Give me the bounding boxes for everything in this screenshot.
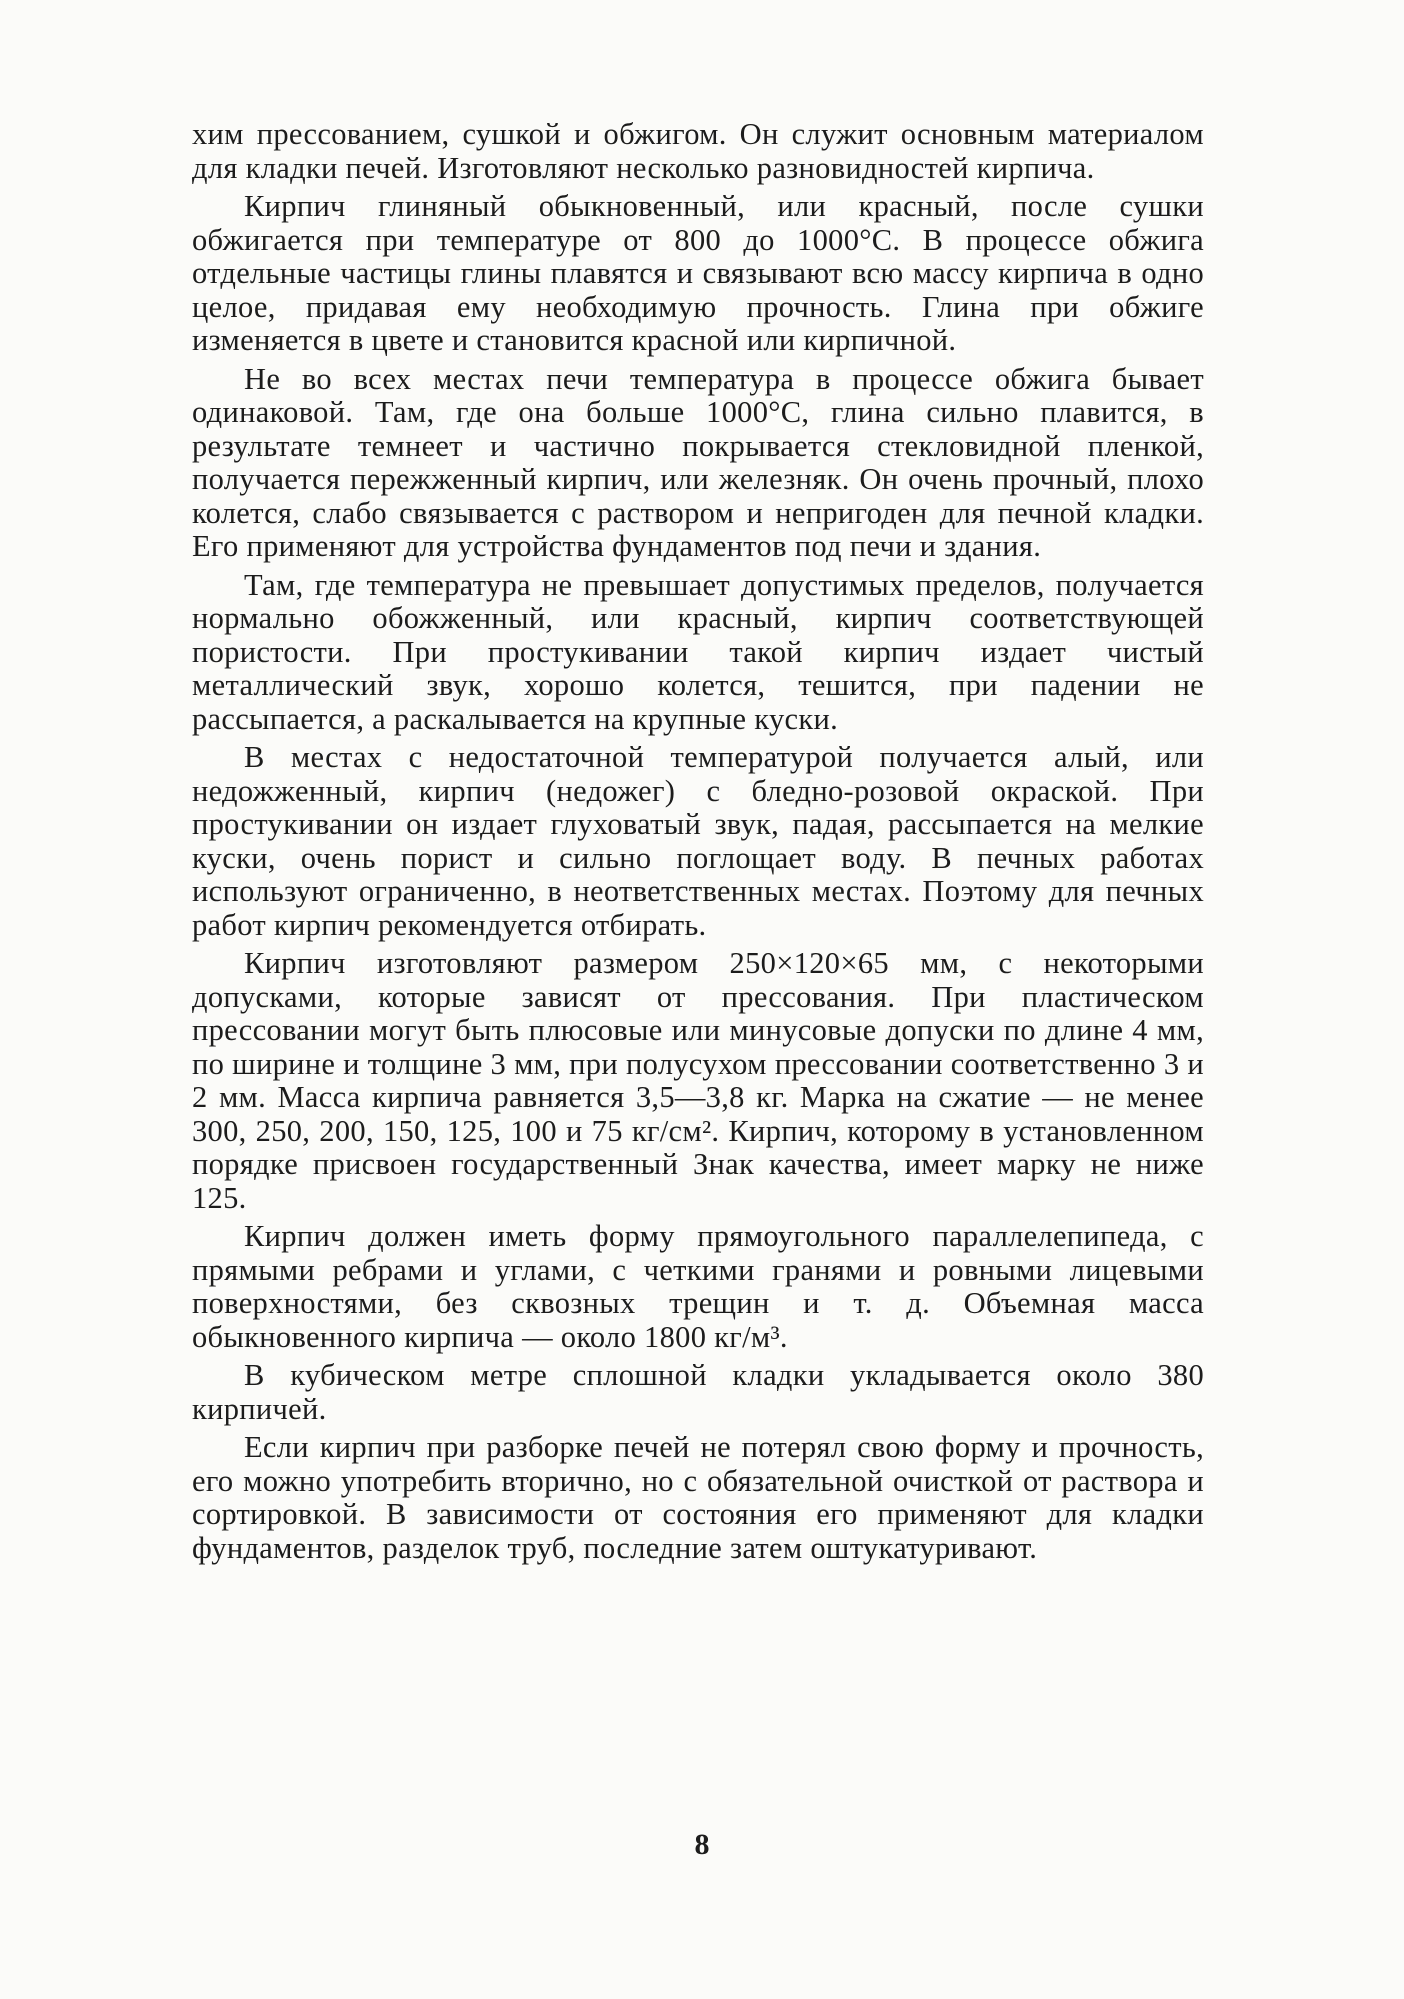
paragraph-normal-brick: Там, где температура не превышает допустимых пределов, получается нормально обожженный, или красный, кирпич соответствующей пористости. При простукивании такой кирпич издает чистый металлический звук, хорошо колется, тешится, при падении не рассыпается, а раскалывается на крупные куски.	[192, 567, 1204, 736]
paragraph-brick-shape: Кирпич должен иметь форму прямоугольного параллелепипеда, с прямыми ребрами и углами, с четкими гранями и ровными лицевыми поверхностями, без сквозных трещин и т. д. Объемная масса обыкновенного кирпича — около 1800 кг/м³.	[192, 1219, 1204, 1354]
paragraph-overburnt-brick: Не во всех местах печи температура в процессе обжига бывает одинаковой. Там, где она больше 1000°С, глина сильно плавится, в результате темнеет и частично покрывается стекловидной пленкой, получается пережженный кирпич, или железняк. Он очень прочный, плохо колется, слабо связывается с раствором и непригоден для печной кладки. Его применяют для устройства фундаментов под печи и здания.	[192, 361, 1204, 563]
paragraph-continued: хим прессованием, сушкой и обжигом. Он служит основным материалом для кладки печей. Изготовляют несколько разновидностей кирпича.	[192, 117, 1204, 185]
paragraph-reuse: Если кирпич при разборке печей не потерял свою форму и прочность, его можно употребить вторично, но с обязательной очисткой от раствора и сортировкой. В зависимости от состояния его применяют для кладки фундаментов, разделок труб, последние затем оштукатуривают.	[192, 1430, 1204, 1565]
paragraph-underburnt-brick: В местах с недостаточной температурой получается алый, или недожженный, кирпич (недожег) с бледно-розовой окраской. При простукивании он издает глуховатый звук, падая, рассыпается на мелкие куски, очень порист и сильно поглощает воду. В печных работах используют ограниченно, в неответственных местах. Поэтому для печных работ кирпич рекомендуется отбирать.	[192, 740, 1204, 942]
body-text	[192, 118, 1204, 1570]
page-number: 8	[694, 1828, 710, 1861]
paragraph-brick-dimensions: Кирпич изготовляют размером 250×120×65 мм, с некоторыми допусками, которые зависят от прессования. При пластическом прессовании могут быть плюсовые или минусовые допуски по длине 4 мм, по ширине и толщине 3 мм, при полусухом прессовании соответственно 3 и 2 мм. Масса кирпича равняется 3,5—3,8 кг. Марка на сжатие — не менее 300, 250, 200, 150, 125, 100 и 75 кг/см². Кирпич, которому в установленном порядке присвоен государственный Знак качества, имеет марку не ниже 125.	[192, 946, 1204, 1215]
paragraph-ordinary-brick: Кирпич глиняный обыкновенный, или красный, после сушки обжигается при температуре от 800 до 1000°С. В процессе обжига отдельные частицы глины плавятся и связывают всю массу кирпича в одно целое, придавая ему необходимую прочность. Глина при обжиге изменяется в цвете и становится красной или кирпичной.	[192, 189, 1204, 357]
paragraph-bricks-per-cubic-meter: В кубическом метре сплошной кладки укладывается около 380 кирпичей.	[192, 1358, 1204, 1426]
